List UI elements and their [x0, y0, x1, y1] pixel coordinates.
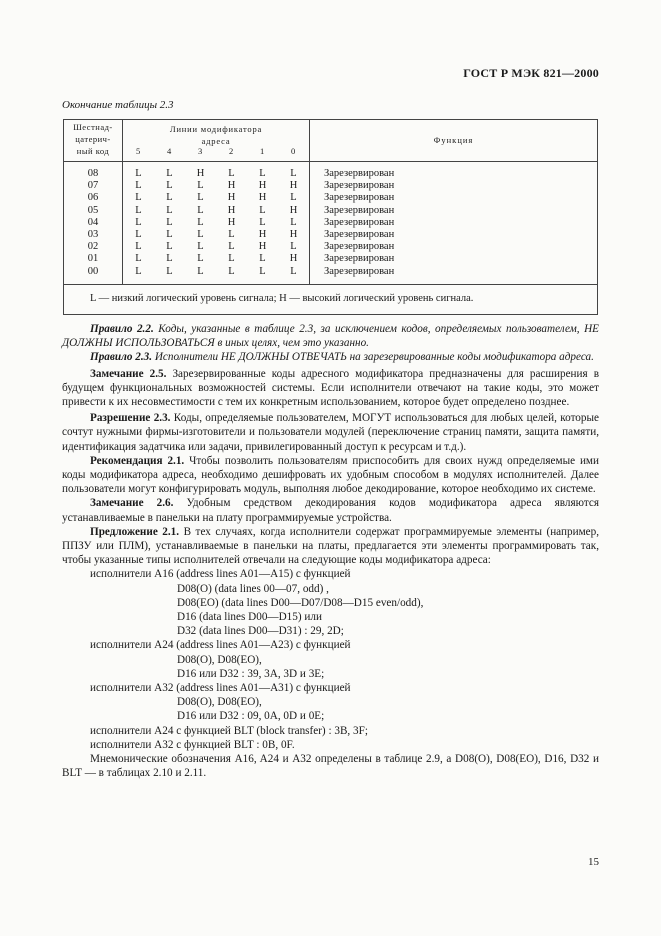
- table-caption: Окончание таблицы 2.3: [62, 99, 174, 111]
- code-line: исполнители A16 (address lines A01—A15) с функцией: [90, 568, 351, 581]
- code-line: исполнители A32 с функцией BLT : 0B, 0F.: [90, 738, 295, 751]
- code-line: D32 (data lines D00—D31) : 29, 2D;: [177, 625, 344, 638]
- hex-code-header: Шестнад- цатерич- ный код: [64, 120, 123, 162]
- bit-row: L L L H L L: [135, 216, 297, 228]
- hex-code: 07: [87, 180, 99, 192]
- function-cell: Зарезервирован: [324, 168, 395, 179]
- function-cell: Зарезервирован: [324, 216, 395, 228]
- code-line: D08(O), D08(EO),: [177, 653, 262, 666]
- table-header-row: [64, 120, 598, 162]
- hex-code: 05: [87, 204, 99, 216]
- bit-row: L L L H H H: [135, 180, 298, 192]
- hex-code: 04: [87, 216, 99, 228]
- table-body-row: [64, 162, 598, 285]
- bit-row: L L H L L L: [135, 168, 297, 179]
- proposal-2-1: Предложение 2.1. В тех случаях, когда исполнители содержат программируемые элементы (например, ППЗУ или ПЛМ), устанавливаемые в панельки на платы, предлагается эти элементы программировать так, чтобы указанные типы исполнителей отвечали на следующие коды модификатора адреса:: [62, 525, 600, 567]
- final-paragraph: Мнемонические обозначения A16, A24 и A32 определены в таблице 2.9, а D08(O), D08(EO), D16, D32 и BLT — в таблицах 2.10 и 2.11.: [62, 753, 599, 780]
- code-line: D08(O), D08(EO),: [177, 696, 262, 709]
- function-header: Функция: [310, 120, 598, 162]
- hex-code: 02: [87, 241, 99, 253]
- hex-code: 00: [87, 265, 99, 277]
- note-2-5: Замечание 2.5. Зарезервированные коды адресного модификатора предназначены для расширения в будущем функциональных возможностей системы. Если исполнители отвечают на такие коды, это может привести к их несовместимости с тем их конкретным использованием, которое будет определено позднее.: [62, 367, 599, 409]
- function-cell: Зарезервирован: [324, 192, 395, 204]
- code-line: D16 или D32 : 09, 0A, 0D и 0E;: [177, 710, 325, 723]
- bit-number-header: 5 4 3 2 1 0: [135, 146, 297, 156]
- modifier-lines-header: Линии модификатора адреса 5 4 3 2 1 0: [123, 120, 310, 162]
- address-modifier-table: [63, 119, 598, 315]
- note-2-6: Замечание 2.6. Удобным средством декодирования кодов модификатора адреса являются устанавливаемые в панельки на плату программируемые устройства.: [62, 497, 599, 524]
- function-cell: Зарезервирован: [324, 253, 395, 265]
- rule-2-3: Правило 2.3. Исполнители НЕ ДОЛЖНЫ ОТВЕЧАТЬ на зарезервированные коды модификатора адреса.: [90, 351, 594, 364]
- bit-row: L L L H L H: [135, 204, 298, 216]
- hex-code: 06: [87, 192, 99, 204]
- function-cell: Зарезервирован: [324, 180, 395, 192]
- bit-row: L L L H H L: [135, 192, 297, 204]
- code-line: D08(O) (data lines 00—07, odd) ,: [177, 582, 329, 595]
- function-cell: Зарезервирован: [324, 204, 395, 216]
- code-line: D16 или D32 : 39, 3A, 3D и 3E;: [177, 667, 325, 680]
- hex-code: 03: [87, 229, 99, 241]
- bit-row: L L L L H L: [135, 241, 297, 253]
- hex-code: 01: [87, 253, 99, 265]
- code-line: D08(EO) (data lines D00—D07/D08—D15 even/odd),: [177, 596, 424, 609]
- function-cell: Зарезервирован: [324, 228, 395, 240]
- function-cell: Зарезервирован: [324, 265, 395, 277]
- code-line: исполнители A24 (address lines A01—A23) с функцией: [90, 639, 351, 652]
- bit-row: L L L L L L: [135, 265, 297, 277]
- function-cell: Зарезервирован: [324, 241, 395, 253]
- code-line: исполнители A32 (address lines A01—A31) с функцией: [90, 682, 351, 695]
- recommendation-2-1: Рекомендация 2.1. Чтобы позволить пользователям приспособить для своих нужд определяемые ими коды модификатора адреса, необходимо дешифровать их удобным способом в модулях исполнителей. Далее пользователи могут конфигурировать модуль, выполняя любое декодирование, которое необходимо их системе.: [62, 454, 599, 496]
- rule-2-2: Правило 2.2. Коды, указанные в таблице 2.3, за исключением кодов, определяемых пользователем, НЕ ДОЛЖНЫ ИСПОЛЬЗОВАТЬСЯ в иных целях, чем это указанно.: [62, 323, 599, 350]
- permission-2-3: Разрешение 2.3. Коды, определяемые пользователем, МОГУТ использоваться для любых целей, которые сочтут нужными фирмы-изготовители и пользователи модулей (переключение страниц памяти, защита памяти, идентификация задатчика или задачи, привилегированный доступ к ресурсам и т.д.).: [62, 412, 599, 453]
- hex-code: 08: [87, 168, 99, 179]
- table-footnote-row: [64, 284, 598, 314]
- code-line: исполнители A24 с функцией BLT (block transfer) : 3B, 3F;: [90, 724, 368, 737]
- document-body: [62, 322, 599, 781]
- bit-row: L L L L H H: [135, 228, 298, 240]
- code-line: D16 (data lines D00—D15) или: [177, 611, 322, 624]
- document-header: ГОСТ Р МЭК 821—2000: [463, 66, 599, 80]
- bit-values-column: [123, 162, 310, 285]
- function-column: [310, 162, 598, 285]
- page-number: 15: [588, 856, 599, 868]
- hex-code-column: [64, 162, 123, 285]
- bit-row: L L L L L H: [135, 253, 298, 265]
- table-footnote: L — низкий логический уровень сигнала; H — высокий логический уровень сигнала.: [64, 284, 598, 314]
